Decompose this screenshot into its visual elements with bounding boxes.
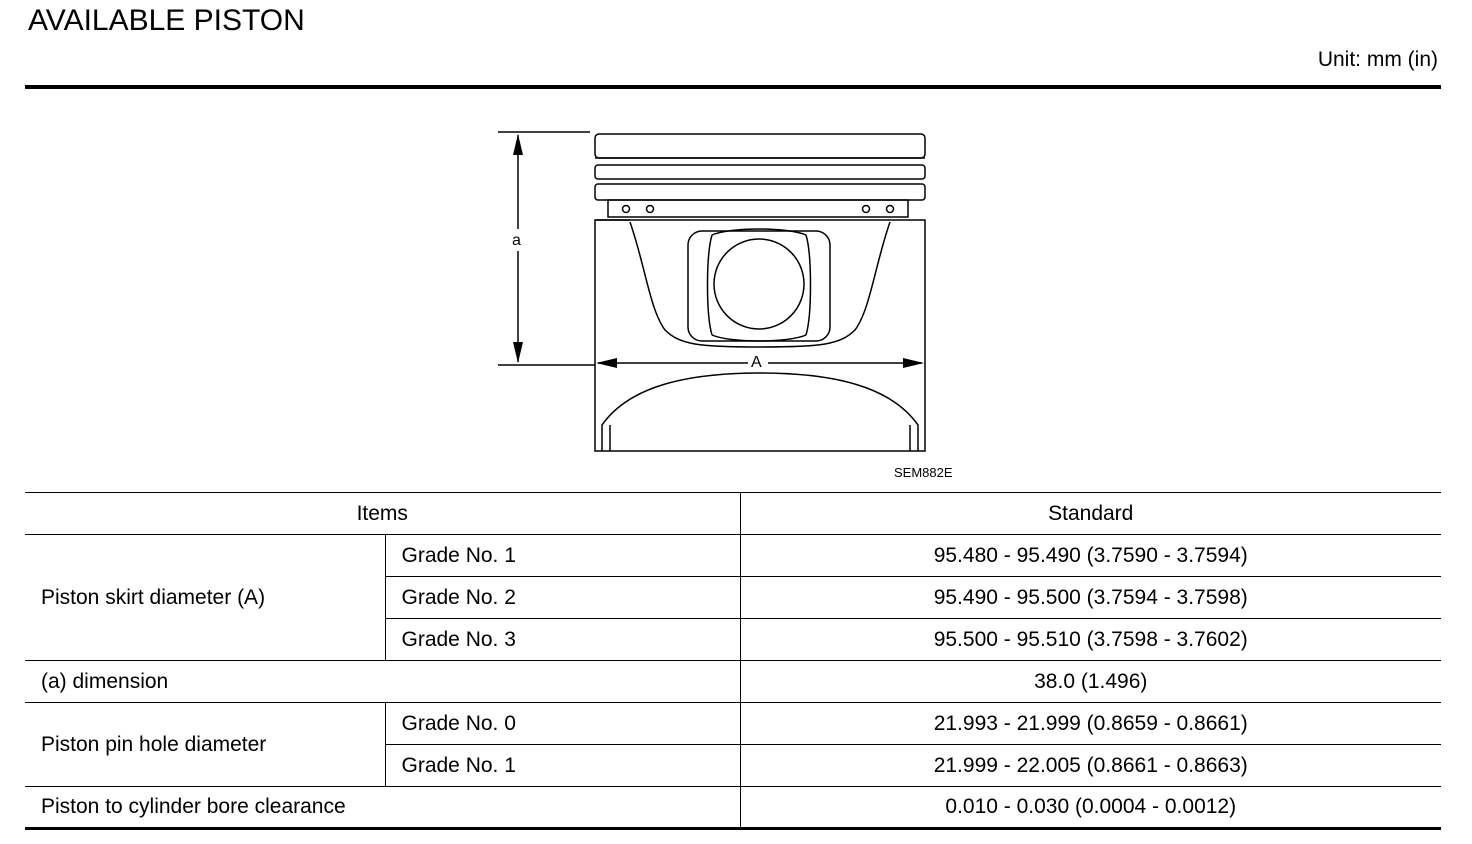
value-cell: 0.010 - 0.030 (0.0004 - 0.0012) — [740, 787, 1441, 829]
grade-cell: Grade No. 1 — [385, 535, 740, 577]
ring-land-top — [595, 134, 925, 158]
value-cell: 38.0 (1.496) — [740, 661, 1441, 703]
piston-spec-table — [25, 492, 1441, 830]
header-standard: Standard — [740, 493, 1441, 535]
grade-cell: Grade No. 0 — [385, 703, 740, 745]
a-dimension-label: (a) dimension — [25, 661, 740, 703]
skirt-arc — [602, 373, 918, 451]
piston-diagram — [490, 125, 950, 465]
clearance-label: Piston to cylinder bore clearance — [25, 787, 740, 829]
figure-code: SEM882E — [894, 465, 953, 480]
piston-body — [595, 220, 925, 451]
oil-hole — [887, 206, 894, 213]
value-cell: 95.500 - 95.510 (3.7598 - 3.7602) — [740, 619, 1441, 661]
header-items: Items — [25, 493, 740, 535]
unit-label: Unit: mm (in) — [1317, 48, 1438, 71]
ring-land-3 — [595, 184, 925, 200]
table-header-row — [25, 493, 1441, 535]
skirt-label: Piston skirt diameter (A) — [25, 535, 385, 661]
oil-hole — [623, 206, 630, 213]
table-row — [25, 661, 1441, 703]
label-A: A — [751, 354, 762, 371]
pin-hole-label: Piston pin hole diameter — [25, 703, 385, 787]
grade-cell: Grade No. 1 — [385, 745, 740, 787]
page-title: AVAILABLE PISTON — [28, 4, 305, 37]
ring-land-2 — [595, 165, 925, 179]
arrowhead — [513, 342, 523, 363]
pin-hole — [714, 239, 804, 329]
table-row — [25, 787, 1441, 829]
arrowhead — [513, 134, 523, 155]
value-cell: 95.490 - 95.500 (3.7594 - 3.7598) — [740, 577, 1441, 619]
table-row — [25, 535, 1441, 577]
grade-cell: Grade No. 2 — [385, 577, 740, 619]
value-cell: 95.480 - 95.490 (3.7590 - 3.7594) — [740, 535, 1441, 577]
arrowhead — [596, 358, 617, 368]
arrowhead — [903, 358, 924, 368]
table-row — [25, 703, 1441, 745]
header-rule — [25, 85, 1441, 89]
value-cell: 21.993 - 21.999 (0.8659 - 0.8661) — [740, 703, 1441, 745]
grade-cell: Grade No. 3 — [385, 619, 740, 661]
oil-hole — [863, 206, 870, 213]
oil-hole — [647, 206, 654, 213]
label-a: a — [512, 232, 521, 249]
value-cell: 21.999 - 22.005 (0.8661 - 0.8663) — [740, 745, 1441, 787]
